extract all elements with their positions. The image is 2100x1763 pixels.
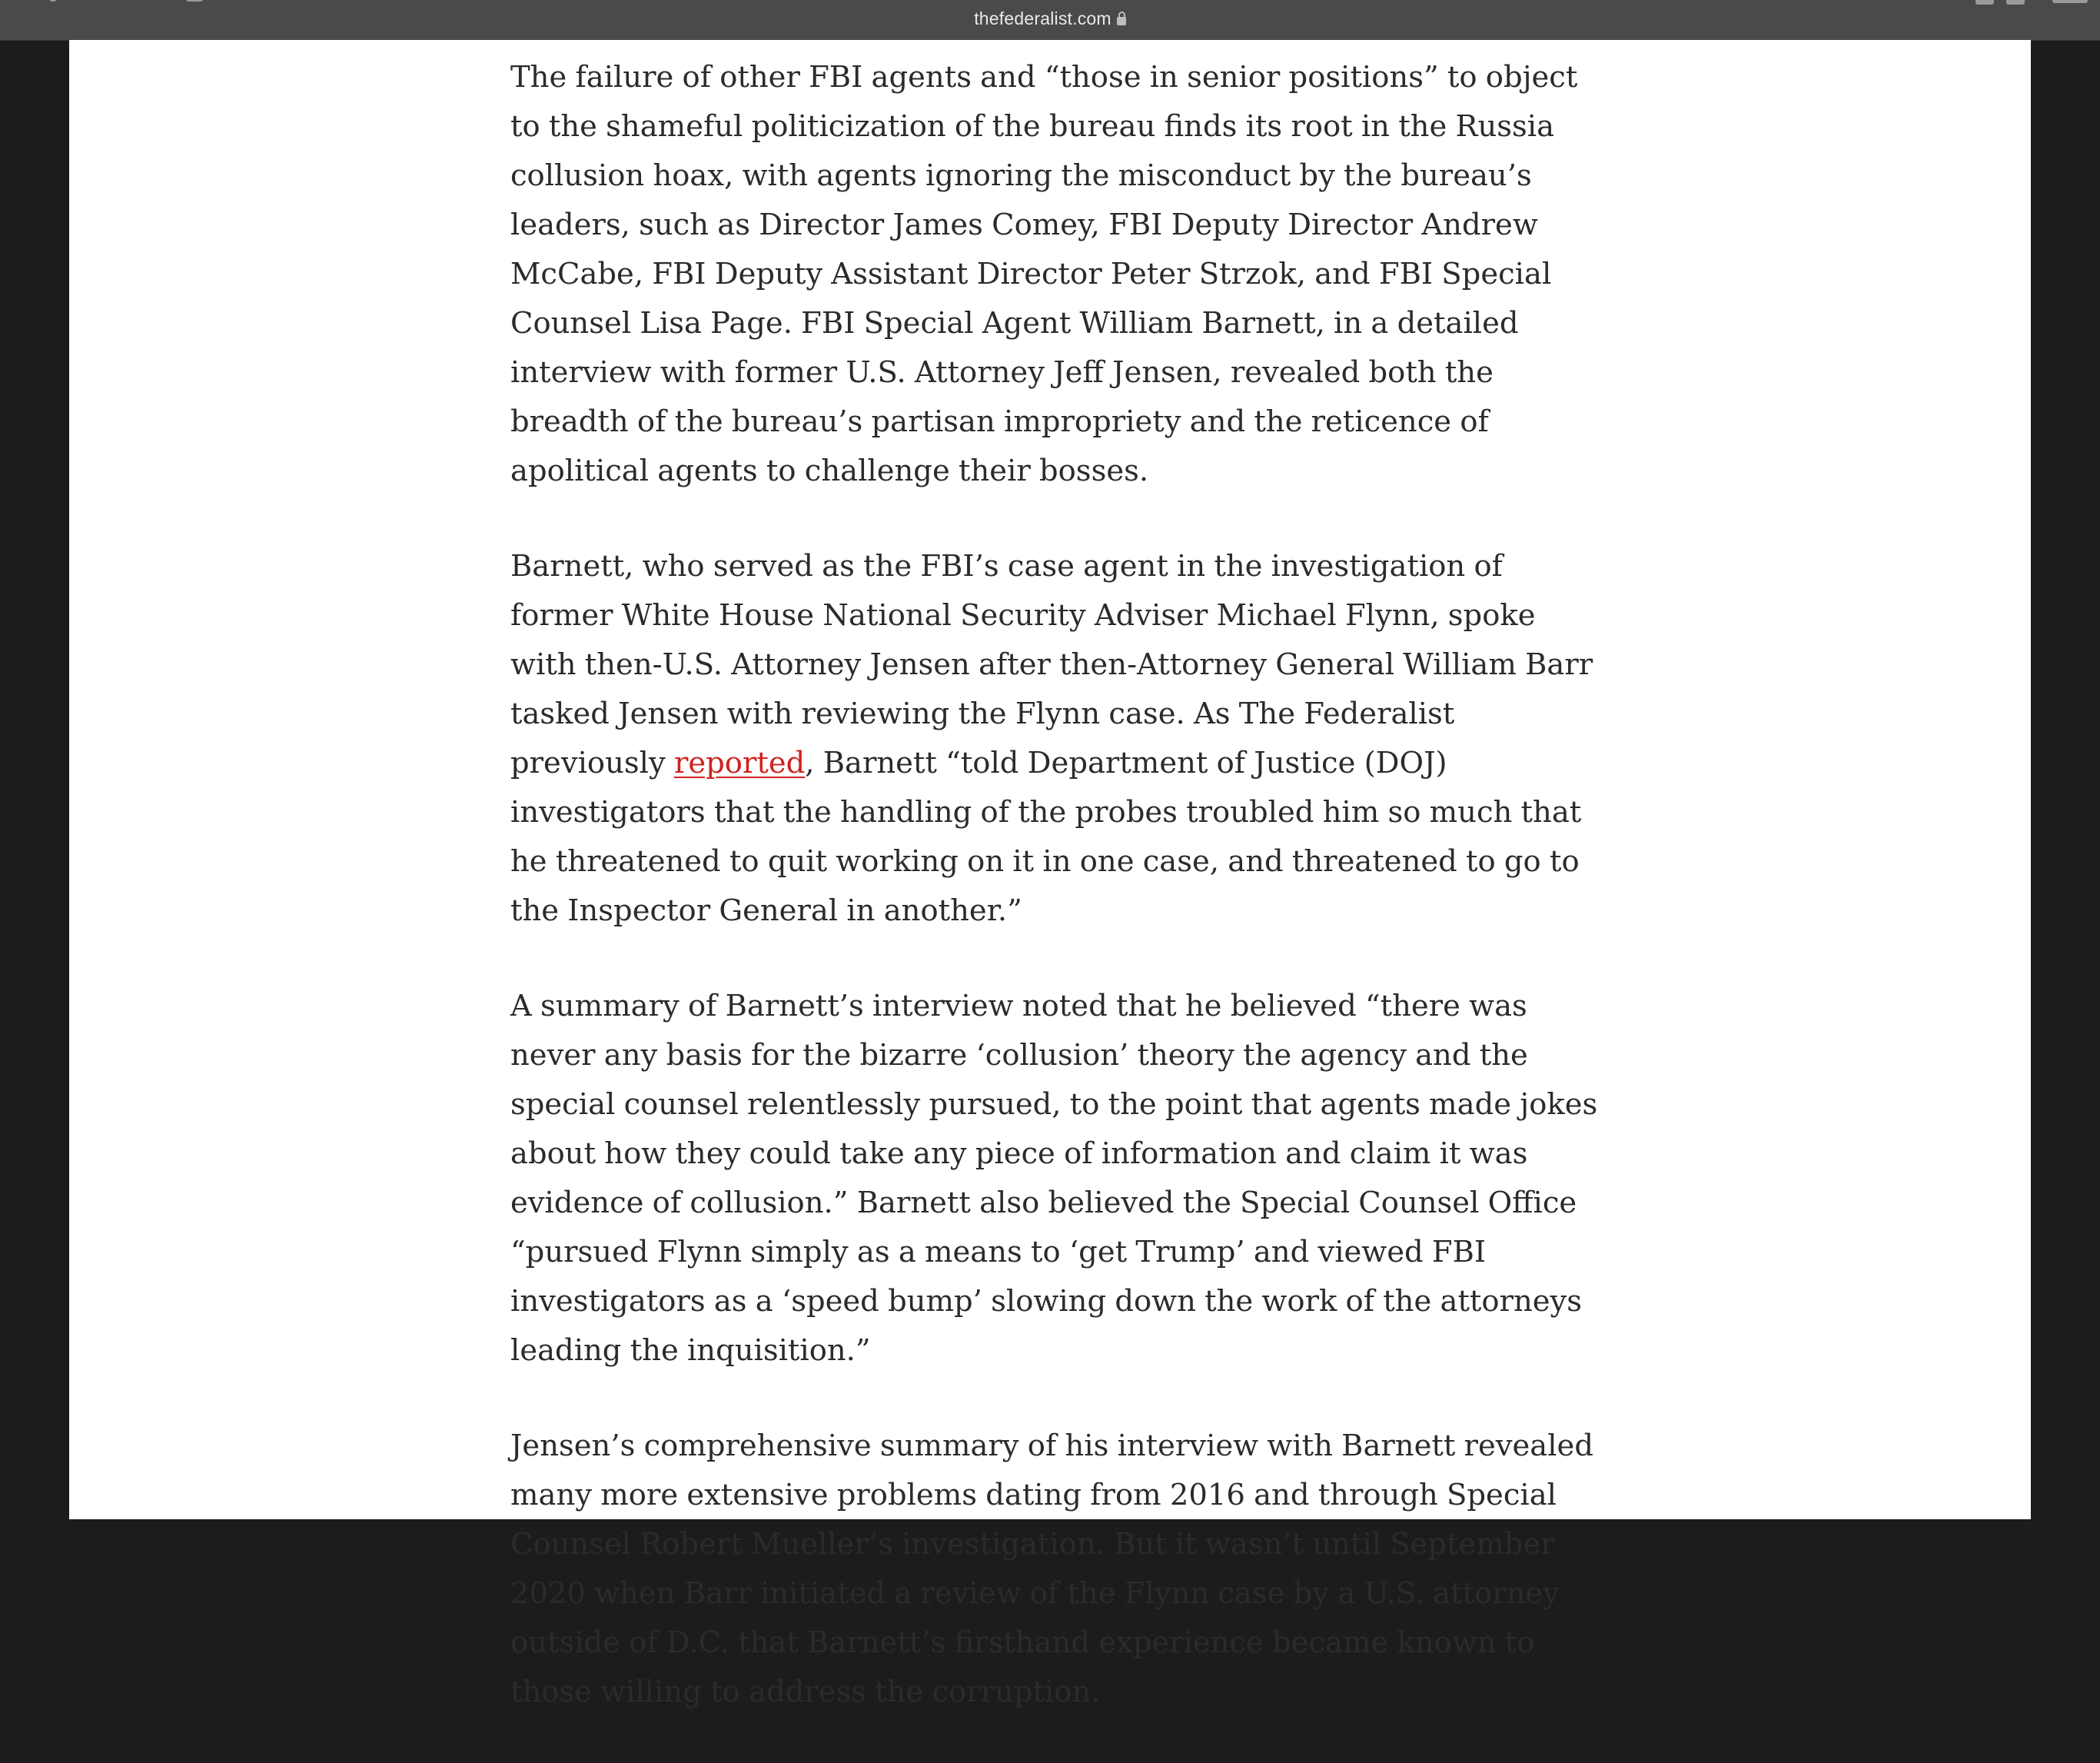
- status-bar-left: [48, 0, 201, 6]
- url-text[interactable]: thefederalist.com: [974, 8, 1111, 28]
- paragraph-3: A summary of Barnett’s interview noted that he believed “there was never any basis for the bizarre ‘collusion’ theory the agency and the special counsel relentlessly pursued, to the point that agents made jokes about how they could take any piece of information and claim it was evidence of collusion.” Barnett also believed the Special Counsel Office “pursued Flynn simply as a means to ‘get Trump’ and viewed FBI investigators as a ‘speed bump’ slowing down the work of the attorneys leading the inquisition.”: [510, 989, 1598, 1368]
- paragraph-4: Jensen’s comprehensive summary of his interview with Barnett revealed many more extensive problems dating from 2016 and through Special Counsel Robert Mueller’s investigation. But it wasn’t until September 2020 when Barr initiated a review of the Flynn case by a U.S. attorney outside of D.C. that Barnett’s firsthand experience became known to those willing to address the corruption.: [510, 1429, 1593, 1709]
- article-body: [510, 53, 1602, 1763]
- lock-icon: [1117, 17, 1126, 25]
- reported-link[interactable]: reported: [673, 746, 806, 780]
- paragraph-2-text-before: Barnett, who served as the FBI’s case agent in the investigation of former White House National Security Adviser Michael Flynn, spoke with then-U.S. Attorney Jensen after then-Attorney General William Barr tasked Jensen with reviewing the Flynn case. As The Federalist previously: [510, 549, 1593, 780]
- browser-address-bar: [0, 0, 2100, 41]
- paragraph-2: [510, 542, 1602, 936]
- url-display[interactable]: [0, 6, 2100, 31]
- status-bar-right: [1860, 0, 2091, 5]
- paragraph-2-text-after: , Barnett “told Department of Justice (DOJ) investigators that the handling of the probes troubled him so much that he threatened to quit working on it in one case, and threatened to go to the Inspector General in another.”: [510, 746, 1582, 928]
- webpage: [69, 40, 2031, 1709]
- paragraph-1: The failure of other FBI agents and “those in senior positions” to object to the shameful politicization of the bureau finds its root in the Russia collusion hoax, with agents ignoring the misconduct by the bureau’s leaders, such as Director James Comey, FBI Deputy Director Andrew McCabe, FBI Deputy Assistant Director Peter Strzok, and FBI Special Counsel Lisa Page. FBI Special Agent William Barnett, in a detailed interview with former U.S. Attorney Jeff Jensen, revealed both the breadth of the bureau’s partisan impropriety and the reticence of apolitical agents to challenge their bosses.: [510, 60, 1578, 488]
